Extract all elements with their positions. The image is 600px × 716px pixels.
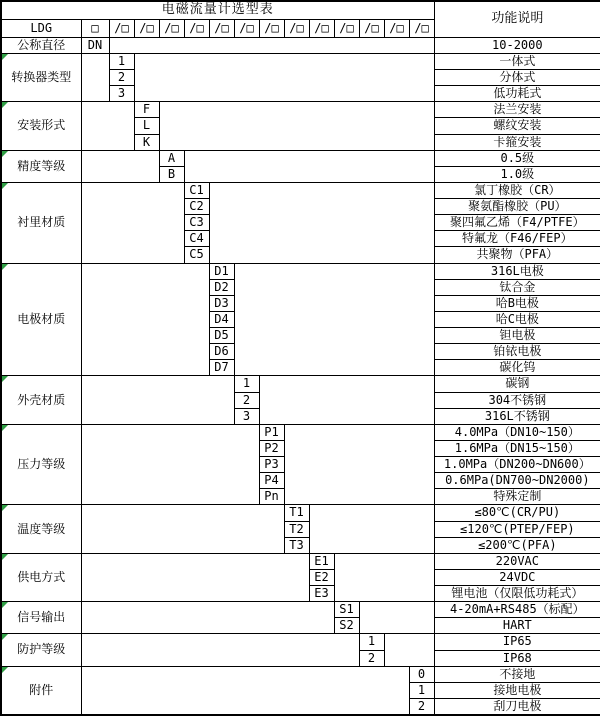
empty-span <box>259 376 434 424</box>
option-code: S1 <box>334 602 359 618</box>
option-code: S2 <box>334 618 359 634</box>
option-code: 2 <box>359 650 384 666</box>
option-code: C2 <box>184 199 209 215</box>
category-label-text: 衬里材质 <box>17 215 66 230</box>
empty-span <box>81 424 259 505</box>
model-slash-box: /□ <box>134 19 159 37</box>
category-label-text: 信号输出 <box>17 610 66 625</box>
model-slash-box: /□ <box>234 19 259 37</box>
option-code: L <box>134 118 159 134</box>
option-code: D7 <box>209 360 234 376</box>
option-desc: 特殊定制 <box>434 489 600 505</box>
green-corner-marker <box>2 602 8 608</box>
option-desc: 4.0MPa（DN10~150） <box>434 424 600 440</box>
category-label <box>1 263 81 376</box>
option-desc: 碳钢 <box>434 376 600 392</box>
option-desc: 钽电极 <box>434 328 600 344</box>
option-code: D3 <box>209 295 234 311</box>
option-code: F <box>134 102 159 118</box>
option-code: B <box>159 166 184 182</box>
empty-span <box>359 602 434 634</box>
model-slash-box: /□ <box>109 19 134 37</box>
dn-label: 公称直径 <box>1 37 81 53</box>
option-desc: 一体式 <box>434 53 600 69</box>
option-desc: 刮刀电极 <box>434 698 600 715</box>
model-slash-box: /□ <box>209 19 234 37</box>
category-label <box>1 182 81 263</box>
option-code: E1 <box>309 553 334 569</box>
option-desc: 卡箍安装 <box>434 134 600 150</box>
function-desc-header: 功能说明 <box>434 1 600 37</box>
green-corner-marker <box>2 505 8 511</box>
option-code: D2 <box>209 279 234 295</box>
green-corner-marker <box>2 554 8 560</box>
empty-span <box>81 666 409 715</box>
option-desc: 24VDC <box>434 569 600 585</box>
option-code: C4 <box>184 231 209 247</box>
model-slash-box: /□ <box>409 19 434 37</box>
category-label-text: 温度等级 <box>17 521 66 536</box>
option-desc: 聚四氟乙烯（F4/PTFE） <box>434 215 600 231</box>
option-desc: ≤80℃(CR/PU) <box>434 505 600 521</box>
option-code: 2 <box>234 392 259 408</box>
category-label <box>1 376 81 424</box>
option-desc: 哈C电极 <box>434 311 600 327</box>
empty-span <box>209 182 434 263</box>
option-code: P2 <box>259 440 284 456</box>
model-slash-box: /□ <box>184 19 209 37</box>
green-corner-marker <box>2 54 8 60</box>
option-code: 1 <box>359 634 384 650</box>
green-corner-marker <box>2 102 8 108</box>
option-desc: 0.6MPa(DN700~DN2000) <box>434 473 600 489</box>
category-label <box>1 666 81 715</box>
option-desc: ≤200℃(PFA) <box>434 537 600 553</box>
category-label-text: 转换器类型 <box>11 70 72 84</box>
dn-code: DN <box>81 37 109 53</box>
empty-span <box>81 150 159 182</box>
option-code: E2 <box>309 569 334 585</box>
category-label <box>1 53 81 101</box>
option-code: 2 <box>409 698 434 715</box>
option-desc: 聚氨酯橡胶（PU） <box>434 199 600 215</box>
empty-span <box>81 376 234 424</box>
option-code: T3 <box>284 537 309 553</box>
empty-span <box>81 602 334 634</box>
green-corner-marker <box>2 264 8 270</box>
green-corner-marker <box>2 425 8 431</box>
option-code: P3 <box>259 457 284 473</box>
option-desc: 316L电极 <box>434 263 600 279</box>
green-corner-marker <box>2 376 8 382</box>
empty-span <box>384 634 434 666</box>
model-first-box: □ <box>81 19 109 37</box>
category-label <box>1 102 81 150</box>
option-code: 3 <box>234 408 259 424</box>
option-desc: 法兰安装 <box>434 102 600 118</box>
category-label <box>1 634 81 666</box>
option-desc: 氯丁橡胶（CR） <box>434 182 600 198</box>
category-label-text: 电极材质 <box>17 311 66 326</box>
green-corner-marker <box>2 634 8 640</box>
dn-desc: 10-2000 <box>434 37 600 53</box>
empty-span <box>334 553 434 601</box>
option-code: C5 <box>184 247 209 263</box>
category-label <box>1 602 81 634</box>
option-code: Pn <box>259 489 284 505</box>
option-desc: 钛合金 <box>434 279 600 295</box>
empty-span <box>234 263 434 376</box>
category-label-text: 精度等级 <box>17 158 66 173</box>
category-label <box>1 424 81 505</box>
option-code: C3 <box>184 215 209 231</box>
option-desc: HART <box>434 618 600 634</box>
model-slash-box: /□ <box>359 19 384 37</box>
option-code: T1 <box>284 505 309 521</box>
empty-span <box>81 634 359 666</box>
option-desc: 分体式 <box>434 70 600 86</box>
category-label-text: 外壳材质 <box>17 392 66 407</box>
option-desc: 316L不锈钢 <box>434 408 600 424</box>
option-desc: ≤120℃(PTEP/FEP) <box>434 521 600 537</box>
model-slash-box: /□ <box>384 19 409 37</box>
empty-span <box>81 53 109 101</box>
empty-span <box>81 182 184 263</box>
option-code: A <box>159 150 184 166</box>
empty-span <box>81 553 309 601</box>
category-label-text: 供电方式 <box>17 569 66 584</box>
option-desc: 特氟龙（F46/FEP） <box>434 231 600 247</box>
category-label-text: 压力等级 <box>17 457 66 471</box>
table-title: 电磁流量计选型表 <box>1 1 434 19</box>
category-label-text: 安装形式 <box>17 118 66 133</box>
category-label <box>1 553 81 601</box>
option-code: D4 <box>209 311 234 327</box>
category-label-text: 防护等级 <box>17 642 66 657</box>
option-desc: 1.0MPa（DN200~DN600） <box>434 457 600 473</box>
option-code: 1 <box>409 682 434 698</box>
category-label <box>1 150 81 182</box>
option-desc: IP68 <box>434 650 600 666</box>
category-label-text: 附件 <box>29 682 54 697</box>
empty-span <box>81 263 209 376</box>
option-code: D5 <box>209 328 234 344</box>
model-slash-box: /□ <box>159 19 184 37</box>
model-slash-box: /□ <box>309 19 334 37</box>
option-code: K <box>134 134 159 150</box>
option-code: E3 <box>309 586 334 602</box>
empty-span <box>81 505 284 553</box>
empty-span <box>159 102 434 150</box>
option-desc: 304不锈钢 <box>434 392 600 408</box>
option-desc: 哈B电极 <box>434 295 600 311</box>
model-slash-box: /□ <box>334 19 359 37</box>
green-corner-marker <box>2 151 8 157</box>
option-desc: 铂铱电极 <box>434 344 600 360</box>
option-desc: IP65 <box>434 634 600 650</box>
empty-span <box>134 53 434 101</box>
option-desc: 螺纹安装 <box>434 118 600 134</box>
option-desc: 1.0级 <box>434 166 600 182</box>
model-prefix-label: LDG <box>1 19 81 37</box>
option-code: 1 <box>109 53 134 69</box>
option-desc: 0.5级 <box>434 150 600 166</box>
option-desc: 不接地 <box>434 666 600 682</box>
empty-span <box>284 424 434 505</box>
option-code: D1 <box>209 263 234 279</box>
model-slash-box: /□ <box>284 19 309 37</box>
green-corner-marker <box>2 183 8 189</box>
empty-span <box>184 150 434 182</box>
option-code: 1 <box>234 376 259 392</box>
option-code: P1 <box>259 424 284 440</box>
green-corner-marker <box>2 667 8 673</box>
model-slash-box: /□ <box>259 19 284 37</box>
option-desc: 接地电极 <box>434 682 600 698</box>
option-code: T2 <box>284 521 309 537</box>
option-desc: 1.6MPa（DN15~150） <box>434 440 600 456</box>
option-desc: 共聚物（PFA） <box>434 247 600 263</box>
option-code: 3 <box>109 86 134 102</box>
empty-span <box>309 505 434 553</box>
option-code: P4 <box>259 473 284 489</box>
option-desc: 4-20mA+RS485（标配） <box>434 602 600 618</box>
option-desc: 低功耗式 <box>434 86 600 102</box>
option-code: 2 <box>109 70 134 86</box>
category-label <box>1 505 81 553</box>
empty-span <box>109 37 434 53</box>
option-code: D6 <box>209 344 234 360</box>
option-desc: 220VAC <box>434 553 600 569</box>
option-code: 0 <box>409 666 434 682</box>
empty-span <box>81 102 134 150</box>
option-desc: 锂电池（仅限低功耗式） <box>434 586 600 602</box>
option-code: C1 <box>184 182 209 198</box>
option-desc: 碳化钨 <box>434 360 600 376</box>
